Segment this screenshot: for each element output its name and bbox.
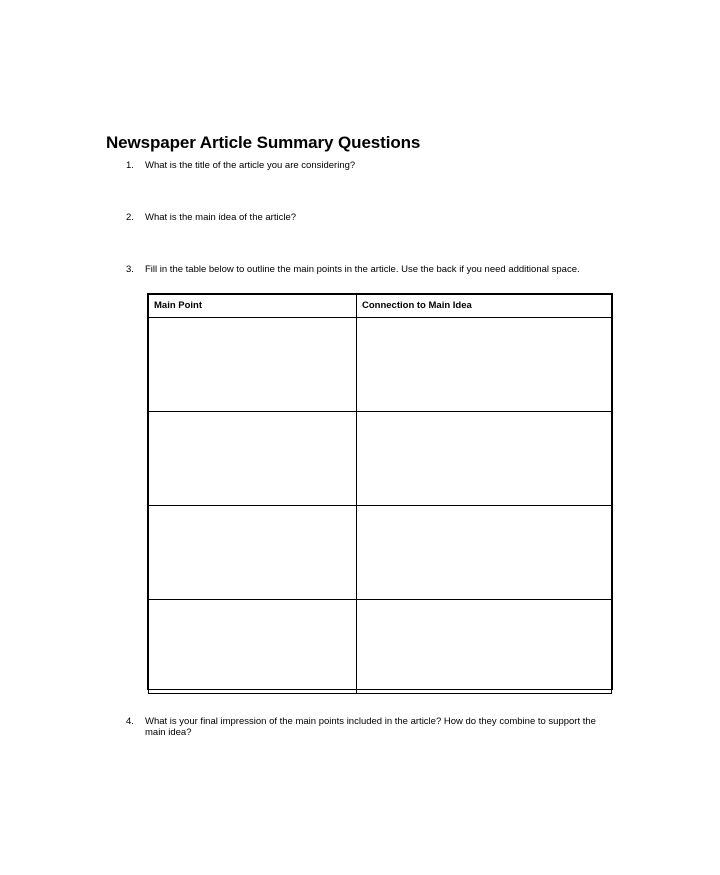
table-header-row <box>149 295 612 318</box>
connection-cell[interactable] <box>357 318 612 412</box>
question-number: 4. <box>126 716 134 727</box>
question-text: What is the main idea of the article? <box>145 212 297 223</box>
connection-cell[interactable] <box>357 412 612 506</box>
main-point-cell[interactable] <box>149 506 357 600</box>
header-main-point: Main Point <box>149 295 357 318</box>
table-row <box>149 318 612 412</box>
table-row <box>149 506 612 600</box>
question-number: 2. <box>126 212 134 223</box>
table-row <box>149 412 612 506</box>
question-text: What is your final impression of the main points included in the article? How do they combine to support the main idea? <box>145 716 596 738</box>
main-points-table <box>147 293 613 690</box>
page-title: Newspaper Article Summary Questions <box>106 133 421 152</box>
question-text: Fill in the table below to outline the main points in the article. Use the back if you need additional space. <box>145 264 580 275</box>
header-connection-to-main-idea: Connection to Main Idea <box>357 295 612 318</box>
connection-cell[interactable] <box>357 600 612 694</box>
question-number: 1. <box>126 160 134 171</box>
connection-cell[interactable] <box>357 506 612 600</box>
question-text: What is the title of the article you are considering? <box>145 160 356 171</box>
main-point-cell[interactable] <box>149 318 357 412</box>
table-row <box>149 600 612 694</box>
question-number: 3. <box>126 264 134 275</box>
main-point-cell[interactable] <box>149 600 357 694</box>
main-point-cell[interactable] <box>149 412 357 506</box>
